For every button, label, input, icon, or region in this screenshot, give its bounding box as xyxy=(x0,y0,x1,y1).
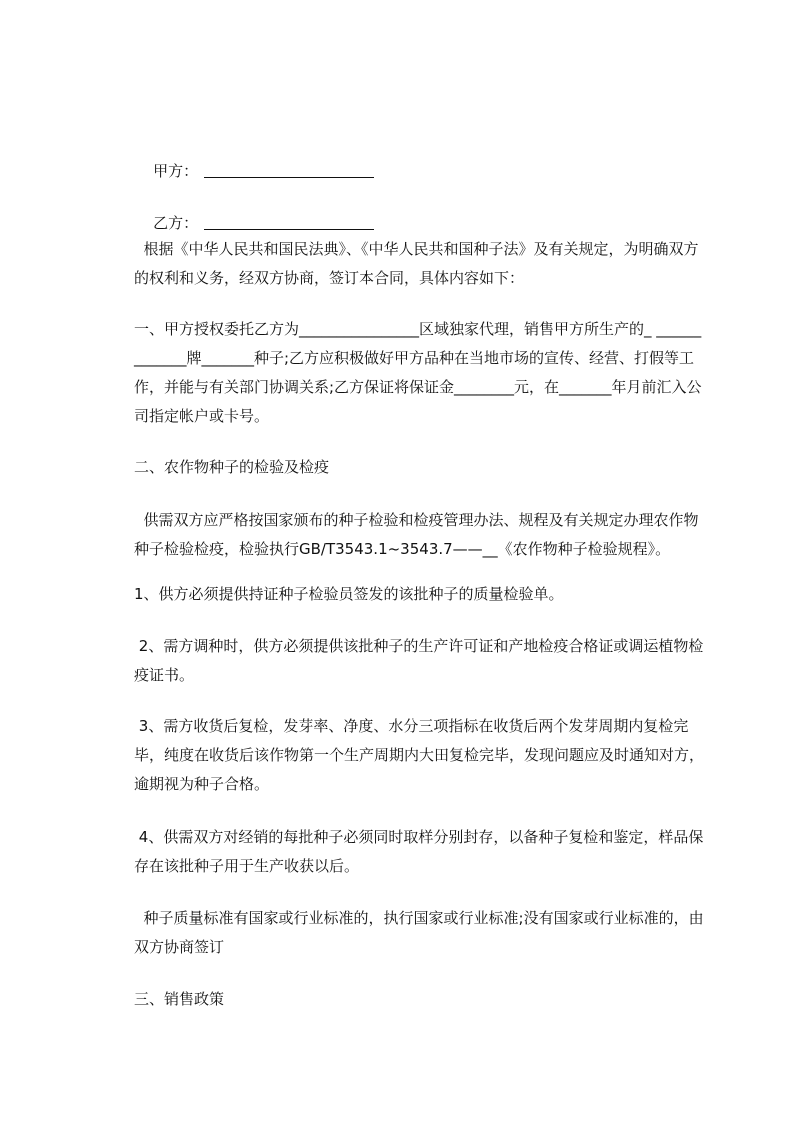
item-2-paragraph: 2、需方调种时，供方必须提供该批种子的生产许可证和产地检疫合格证或调运植物检疫证书。 xyxy=(134,637,704,684)
quality-standard-paragraph: 种子质量标准有国家或行业标准的，执行国家或行业标准;没有国家或行业标准的，由双方协商签订 xyxy=(134,909,704,956)
party-b-label: 乙方： xyxy=(153,214,199,232)
section-3-heading: 三、销售政策 xyxy=(134,990,225,1008)
party-a-label: 甲方： xyxy=(153,162,199,180)
party-b-blank xyxy=(204,213,374,230)
inspection-paragraph: 供需双方应严格按国家颁布的种子检验和检疫管理办法、规程及有关规定办理农作物种子检验检疫，检验执行GB/T3543.1~3543.7——__《农作物种子检验规程》。 xyxy=(134,511,699,558)
item-3-paragraph: 3、需方收货后复检，发芽率、净度、水分三项指标在收货后两个发芽周期内复检完毕，纯度在收货后该作物第一个生产周期内大田复检完毕，发现问题应及时通知对方，逾期视为种子合格。 xyxy=(134,717,705,793)
item-4-paragraph: 4、供需双方对经销的每批种子必须同时取样分别封存，以备种子复检和鉴定，样品保存在该批种子用于生产收获以后。 xyxy=(134,828,704,875)
party-a-blank xyxy=(204,161,374,178)
clause-1-paragraph: 一、甲方授权委托乙方为________________区域独家代理，销售甲方所生产的_ _____________牌_______种子;乙方应积极做好甲方品种在当地市场的宣传、经营、打假等工作，并能与有关部门协调关系;乙方保证将保证金________元，在_______年月前汇入公司指定帐户或卡号。 xyxy=(134,320,702,425)
section-2-heading: 二、农作物种子的检验及检疫 xyxy=(134,458,330,476)
intro-paragraph: 根据《中华人民共和国民法典》、《中华人民共和国种子法》及有关规定，为明确双方的权利和义务，经双方协商，签订本合同，具体内容如下： xyxy=(134,240,699,287)
item-1-paragraph: 1、供方必须提供持证种子检验员签发的该批种子的质量检验单。 xyxy=(134,585,564,603)
